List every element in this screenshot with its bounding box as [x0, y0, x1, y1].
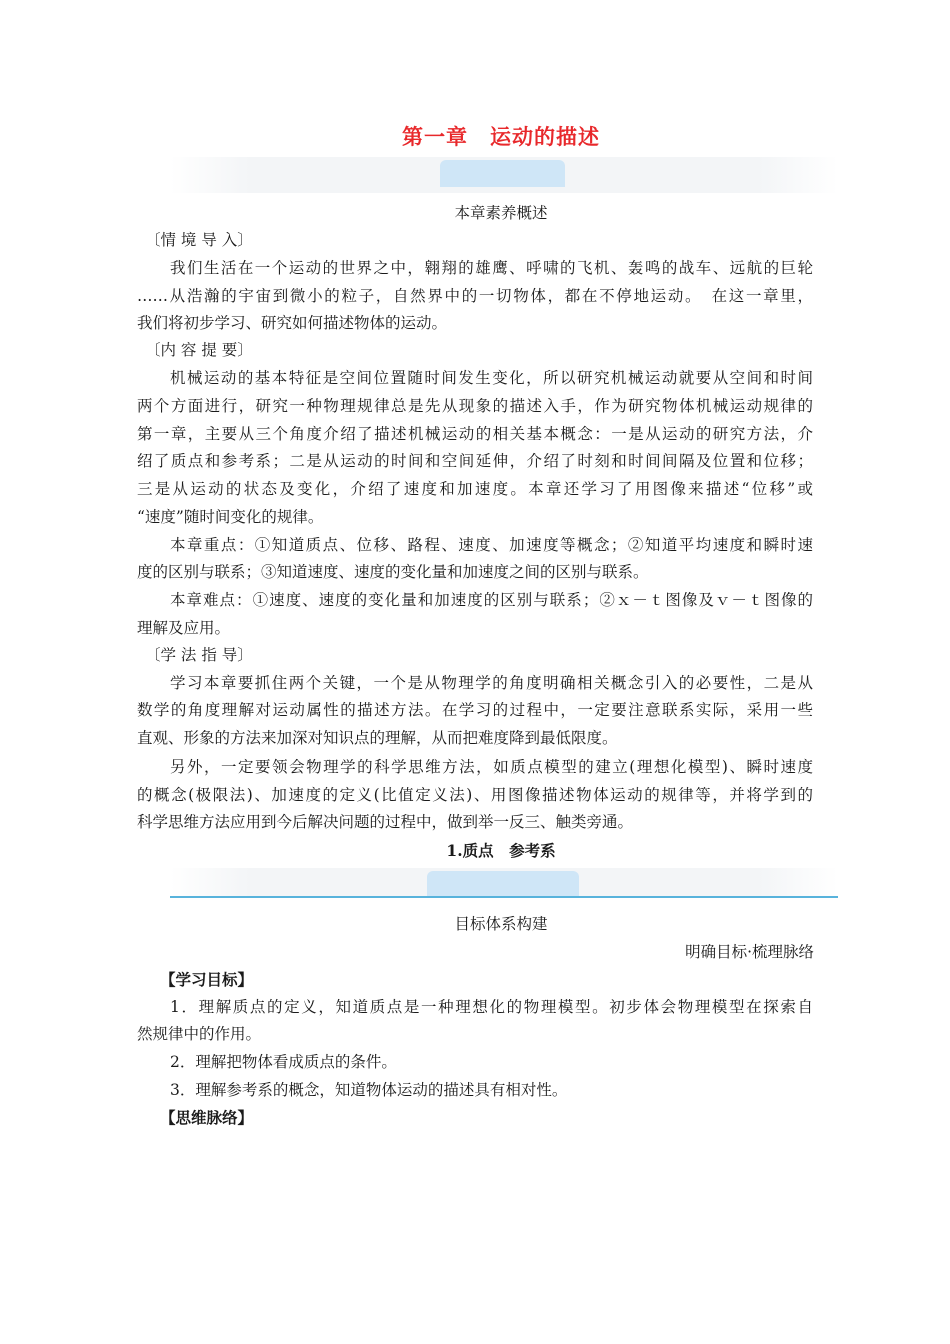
chapter-title: 第一章 运动的描述 — [402, 125, 600, 149]
section-label-method: 〔学 法 指 导〕 — [145, 646, 253, 664]
content-line: “速度”随时间变化的规律。 — [137, 508, 324, 526]
goals-label: 【学习目标】 — [160, 970, 254, 989]
situation-line: 我们将初步学习、研究如何描述物体的运动。 — [137, 314, 448, 332]
content-line: 三是从运动的状态及变化，介绍了速度和加速度。本章还学习了用图像来描述“位移”或 — [137, 480, 813, 498]
extra-line: 的概念(极限法)、加速度的定义(比值定义法)、用图像描述物体运动的规律等，并将学到的 — [137, 786, 813, 804]
keypoints-line: 度的区别与联系；③知道速度、速度的变化量和加速度之间的区别与联系。 — [137, 563, 649, 581]
difficulty-line: 本章难点：①速度、速度的变化量和加速度的区别与联系；②ｘ－ｔ图像及ｖ－ｔ图像的 — [170, 591, 813, 609]
goal-line: 2．理解把物体看成质点的条件。 — [170, 1053, 397, 1071]
content-line: 第一章，主要从三个角度介绍了描述机械运动的相关基本概念：一是从运动的研究方法，介 — [137, 425, 813, 443]
overview-heading: 本章素养概述 — [454, 204, 548, 222]
content-line: 机械运动的基本特征是空间位置随时间发生变化，所以研究机械运动就要从空间和时间 — [170, 369, 813, 387]
section-label-content: 〔内 容 提 要〕 — [145, 341, 253, 359]
goal-line: 然规律中的作用。 — [137, 1025, 262, 1043]
mindmap-label: 【思维脉络】 — [160, 1108, 254, 1127]
lesson-tab — [427, 871, 579, 896]
method-line: 学习本章要抓住两个关键，一个是从物理学的角度明确相关概念引入的必要性，二是从 — [170, 674, 813, 692]
section-label-situation: 〔情 境 导 入〕 — [145, 231, 253, 249]
target-heading: 目标体系构建 — [454, 915, 548, 933]
content-line: 两个方面进行，研究一种物理规律总是先从现象的描述入手，作为研究物体机械运动规律的 — [137, 397, 813, 415]
method-line: 直观、形象的方法来加深对知识点的理解，从而把难度降到最低限度。 — [137, 729, 618, 747]
goal-line: 1．理解质点的定义，知道质点是一种理想化的物理模型。初步体会物理模型在探索自 — [170, 998, 813, 1016]
situation-line: ……从浩瀚的宇宙到微小的粒子，自然界中的一切物体，都在不停地运动。 在这一章里， — [137, 287, 813, 305]
keypoints-line: 本章重点：①知道质点、位移、路程、速度、加速度等概念；②知道平均速度和瞬时速 — [170, 536, 813, 554]
lesson-title: 1.质点 参考系 — [446, 841, 556, 860]
goal-line: 3．理解参考系的概念，知道物体运动的描述具有相对性。 — [170, 1081, 568, 1099]
situation-line: 我们生活在一个运动的世界之中，翱翔的雄鹰、呼啸的飞机、轰鸣的战车、远航的巨轮 — [170, 259, 813, 277]
header-tab — [440, 160, 565, 187]
extra-line: 另外，一定要领会物理学的科学思维方法，如质点模型的建立(理想化模型)、瞬时速度 — [170, 758, 813, 776]
content-line: 绍了质点和参考系；二是从运动的时间和空间延伸，介绍了时刻和时间间隔及位置和位移； — [137, 452, 813, 470]
lesson-rule — [170, 896, 838, 898]
extra-line: 科学思维方法应用到今后解决问题的过程中，做到举一反三、触类旁通。 — [137, 813, 634, 831]
method-line: 数学的角度理解对运动属性的描述方法。在学习的过程中，一定要注意联系实际，采用一些 — [137, 701, 813, 719]
difficulty-line: 理解及应用。 — [137, 619, 231, 637]
target-subtitle: 明确目标·梳理脉络 — [685, 943, 814, 961]
